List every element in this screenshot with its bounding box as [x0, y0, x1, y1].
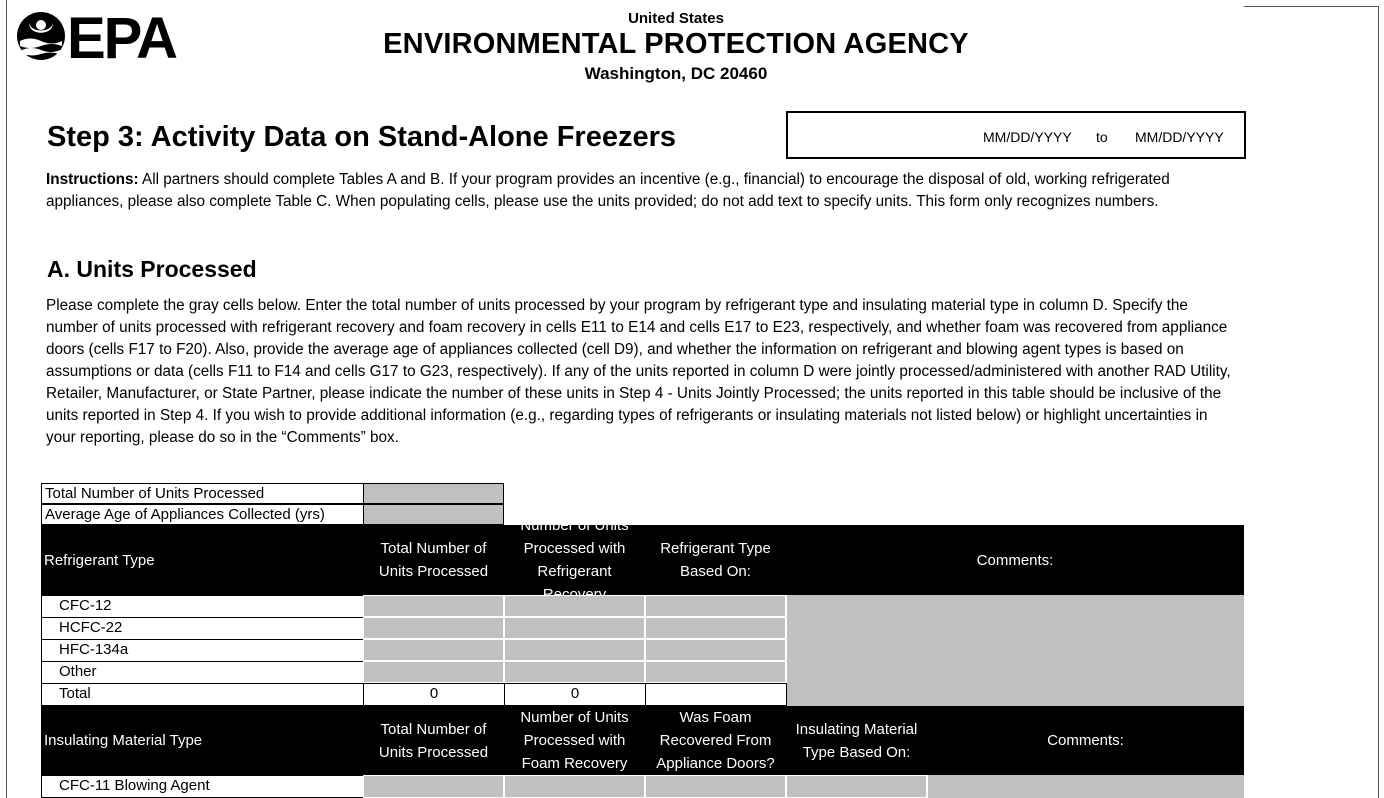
refrigerant-total-input[interactable]	[363, 661, 504, 683]
refrigerant-total-input[interactable]	[363, 595, 504, 617]
refrigerant-row-label: Total	[41, 683, 364, 706]
refrigerant-total-sum: 0	[363, 683, 505, 706]
instructions	[46, 169, 1236, 213]
refrigerant-based-on-input[interactable]	[645, 661, 786, 683]
insulating-foam-recovery-header: Number of Units Processed with Foam Recovery	[504, 706, 645, 775]
instructions-text: All partners should complete Tables A and B. If your program provides an incentive (e.g., financial) to encourage the disposal of old, working refrigerated appliances, please also complete Table C. When populating cells, please use the units provided; do not add text to specify units. This form only recognizes numbers.	[46, 171, 1170, 210]
insulating-based-on-input[interactable]	[786, 775, 927, 798]
refrigerant-based-on-input[interactable]	[645, 617, 786, 639]
avg-age-label: Average Age of Appliances Collected (yrs)	[41, 504, 364, 525]
refrigerant-based-on-input[interactable]	[645, 639, 786, 661]
date-separator: to	[1096, 129, 1108, 145]
header-city: Washington, DC 20460	[584, 64, 768, 83]
insulating-based-on-header: Insulating Material Type Based On:	[786, 706, 927, 775]
refrigerant-recovery-header: Number of Units Processed with Refrigerant	[504, 525, 645, 595]
refrigerant-total-input[interactable]	[363, 639, 504, 661]
refrigerant-recovery-sum: 0	[504, 683, 646, 706]
refrigerant-row-label: Other	[41, 661, 364, 684]
refrigerant-row-label: HCFC-22	[41, 617, 364, 640]
refrigerant-based-on-input[interactable]	[645, 595, 786, 617]
refrigerant-total-header: Total Number of Units Processed	[363, 525, 504, 595]
insulating-doors-header: Was Foam Recovered From Appliance Doors?	[645, 706, 786, 775]
refrigerant-recovery-input[interactable]	[504, 639, 645, 661]
header-agency: ENVIRONMENTAL PROTECTION AGENCY	[383, 28, 969, 60]
step-title: Step 3: Activity Data on Stand-Alone Freezers	[47, 121, 677, 153]
section-a-title: A. Units Processed	[47, 256, 257, 282]
insulating-comments-header: Comments:	[927, 706, 1244, 775]
refrigerant-based-on-header: Refrigerant Type Based On:	[645, 525, 786, 595]
refrigerant-type-header: Refrigerant Type	[41, 525, 363, 595]
insulating-foam-recovery-input[interactable]	[504, 775, 645, 798]
avg-age-input[interactable]	[363, 504, 504, 525]
refrigerant-row-label: CFC-12	[41, 595, 364, 618]
refrigerant-total-input[interactable]	[363, 617, 504, 639]
refrigerant-recovery-input[interactable]	[504, 661, 645, 683]
page-border	[1244, 6, 1379, 7]
insulating-row-label: CFC-11 Blowing Agent	[41, 775, 364, 798]
total-units-label: Total Number of Units Processed	[41, 483, 364, 504]
start-date-field[interactable]: MM/DD/YYYY	[983, 129, 1072, 145]
refrigerant-recovery-input[interactable]	[504, 617, 645, 639]
header-country: United States	[628, 10, 724, 27]
refrigerant-comments-input[interactable]	[787, 595, 1244, 706]
refrigerant-comments-header: Comments:	[786, 525, 1244, 595]
insulating-type-header: Insulating Material Type	[41, 706, 363, 775]
refrigerant-based-on-total	[645, 683, 787, 706]
insulating-total-input[interactable]	[363, 775, 504, 798]
refrigerant-row-label: HFC-134a	[41, 639, 364, 662]
insulating-comments-input[interactable]	[928, 775, 1244, 798]
section-a-description: Please complete the gray cells below. Enter the total number of units processed by your program by refrigerant type and insulating material type in column D. Specify the number of units processed with refrigerant recovery and foam recovery in cells E11 to E14 and cells E17 to E23, respectively, and whether foam was recovered from appliance doors (cells F17 to F20). Also, provide the average age of appliances collected (cell D9), and whether the information on refrigerant and blowing agent types is based on assumptions or data (cells F11 to F14 and cells G17 to G23, respectively). If any of the units reported in column D were jointly processed/administered with another RAD Utility, Retailer, Manufacturer, or State Partner, please indicate the number of these units in Step 4 - Units Jointly Processed; the units reported in this table should be inclusive of the units reported in Step 4. If you wish to provide additional information (e.g., regarding types of refrigerants or insulating materials not listed below) or highlight uncertainties in your reporting, please do so in the “Comments” box.	[46, 297, 1231, 446]
instructions-label: Instructions:	[46, 171, 139, 188]
page-border	[6, 0, 7, 798]
page-border	[1378, 6, 1379, 798]
date-range-box	[786, 111, 1246, 159]
total-units-input[interactable]	[363, 483, 504, 504]
insulating-doors-input[interactable]	[645, 775, 786, 798]
insulating-total-header: Total Number of Units Processed	[363, 706, 504, 775]
refrigerant-recovery-input[interactable]	[504, 595, 645, 617]
svg-text:EPA: EPA	[67, 10, 176, 66]
end-date-field[interactable]: MM/DD/YYYY	[1135, 129, 1224, 145]
